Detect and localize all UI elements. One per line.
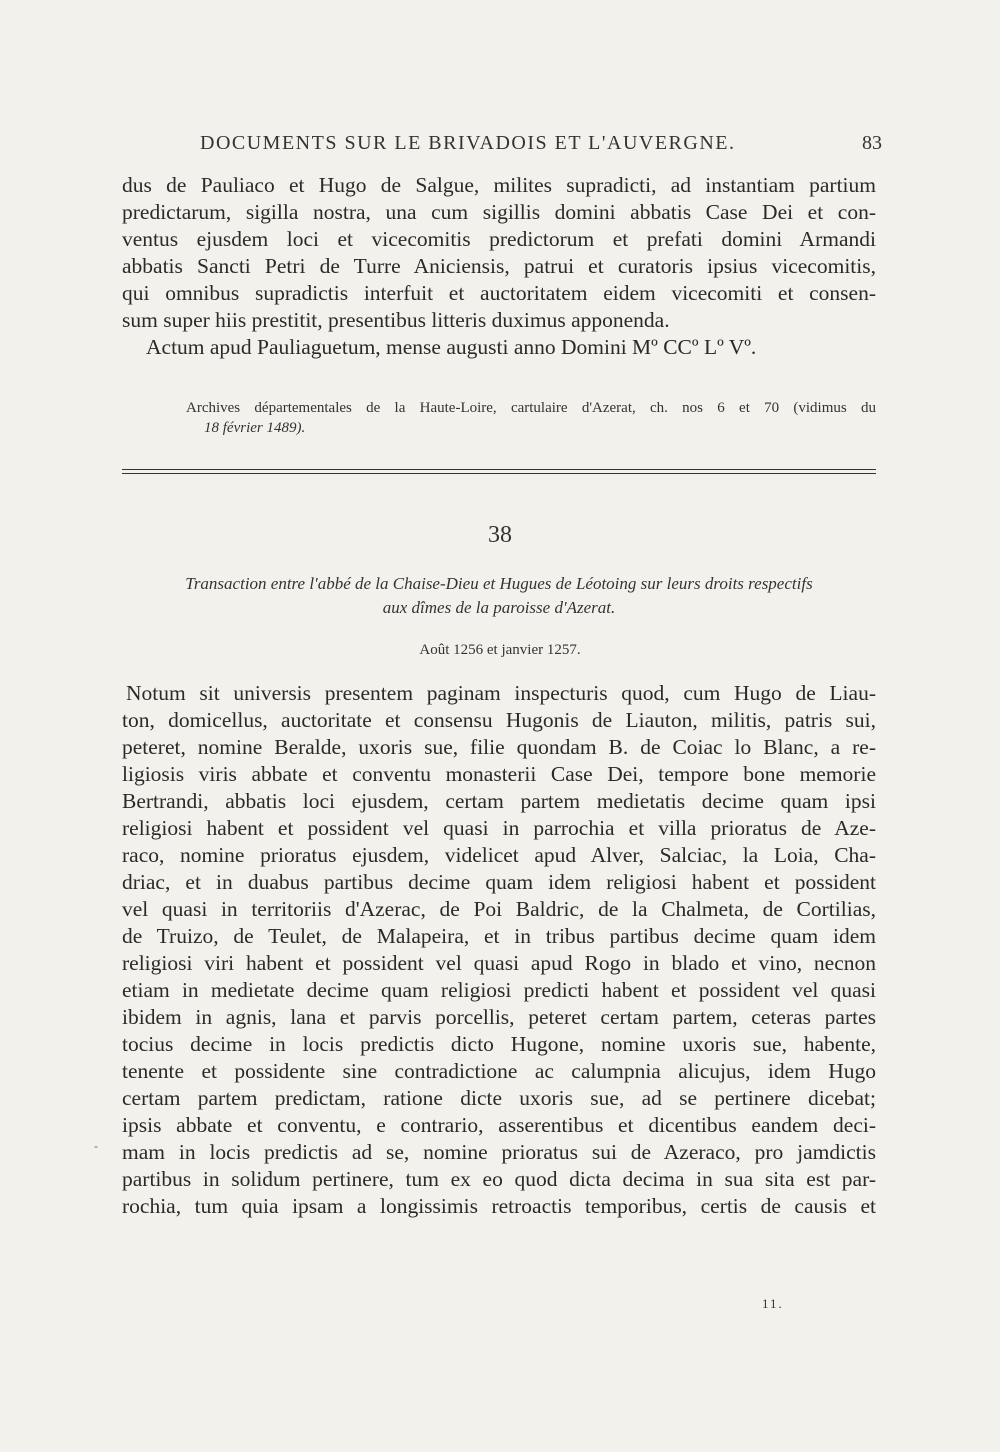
signature-mark: 11.: [762, 1296, 784, 1311]
text-line: ibidem in agnis, lana et parvis porcellis, peteret certam partem, ceteras partes: [122, 1005, 876, 1029]
text-line: peteret, nomine Beralde, uxoris sue, filie quondam B. de Coiac lo Blanc, a re-: [122, 735, 876, 759]
top-paragraph: [122, 172, 876, 361]
text-line: de Truizo, de Teulet, de Malapeira, et in tribus partibus decime quam idem: [122, 924, 876, 948]
text-line: Bertrandi, abbatis loci ejusdem, certam partem medietatis decime quam ipsi: [122, 789, 876, 813]
text-line: dus de Pauliaco et Hugo de Salgue, milites supradicti, ad instantiam partium: [122, 173, 876, 197]
document-title: [122, 572, 876, 620]
running-header: [200, 132, 882, 155]
text-line: ligiosis viris abbate et conventu monasterii Case Dei, tempore bone memorie: [122, 762, 876, 786]
text-line: driac, et in duabus partibus decime quam idem religiosi habent et possident: [122, 870, 876, 894]
text-line: rochia, tum quia ipsam a longissimis retroactis temporibus, certis de causis et: [122, 1194, 876, 1218]
text-line: raco, nomine prioratus ejusdem, videlicet apud Alver, Salciac, la Loia, Cha-: [122, 843, 876, 867]
text-line: religiosi viri habent et possident vel quasi apud Rogo in blado et vino, necnon: [122, 951, 876, 975]
divider-rule: [122, 469, 876, 470]
page-number: 83: [862, 132, 882, 154]
source-line: Archives départementales de la Haute-Loire, cartulaire d'Azerat, ch. nos 6 et 70 (vidimus du: [186, 400, 876, 416]
running-title: DOCUMENTS SUR LE BRIVADOIS ET L'AUVERGNE.: [200, 132, 736, 154]
text-line: qui omnibus supradictis interfuit et auctoritatem eidem vicecomiti et consen-: [122, 281, 876, 305]
text-line: mam in locis predictis ad se, nomine prioratus sui de Azeraco, pro jamdictis: [122, 1140, 876, 1164]
text-line: ipsis abbate et conventu, e contrario, asserentibus et dicentibus eandem deci-: [122, 1113, 876, 1137]
text-line: ton, domicellus, auctoritate et consensu Hugonis de Liauton, militis, patris sui,: [122, 708, 876, 732]
text-line: Actum apud Pauliaguetum, mense augusti anno Domini Mº CCº Lº Vº.: [146, 335, 757, 359]
source-note: [122, 398, 876, 438]
text-line: partibus in solidum pertinere, tum ex eo quod dicta decima in sua sita est par-: [122, 1167, 876, 1191]
document-title-line: Transaction entre l'abbé de la Chaise-Dieu et Hugues de Léotoing sur leurs droits respectifs: [185, 574, 813, 593]
divider-rule: [122, 473, 876, 474]
text-line: religiosi habent et possident vel quasi in parrochia et villa prioratus de Aze-: [122, 816, 876, 840]
text-line: tenente et possidente sine contradictione ac calumpnia alicujus, idem Hugo: [122, 1059, 876, 1083]
text-line: Notum sit universis presentem paginam inspecturis quod, cum Hugo de Liau-: [126, 681, 876, 705]
body-text: [122, 680, 876, 1220]
text-line: sum super hiis prestitit, presentibus litteris duximus apponenda.: [122, 308, 670, 332]
text-line: etiam in medietate decime quam religiosi predicti habent et possident vel quasi: [122, 978, 876, 1002]
margin-mark: -: [94, 1139, 98, 1153]
text-line: abbatis Sancti Petri de Turre Aniciensis, patrui et curatoris ipsius vicecomitis,: [122, 254, 876, 278]
document-date: Août 1256 et janvier 1257.: [419, 642, 581, 658]
document-title-line: aux dîmes de la paroisse d'Azerat.: [382, 598, 616, 617]
text-line: ventus ejusdem loci et vicecomitis predictorum et prefati domini Armandi: [122, 227, 876, 251]
text-line: vel quasi in territoriis d'Azerac, de Poi Baldric, de la Chalmeta, de Cortilias,: [122, 897, 876, 921]
text-line: predictarum, sigilla nostra, una cum sigillis domini abbatis Case Dei et con-: [122, 200, 876, 224]
document-number: 38: [488, 522, 512, 548]
source-line: 18 février 1489).: [204, 420, 306, 436]
text-line: certam partem predictam, ratione dicte uxoris sue, ad se pertinere dicebat;: [122, 1086, 876, 1110]
text-line: tocius decime in locis predictis dicto Hugone, nomine uxoris sue, habente,: [122, 1032, 876, 1056]
